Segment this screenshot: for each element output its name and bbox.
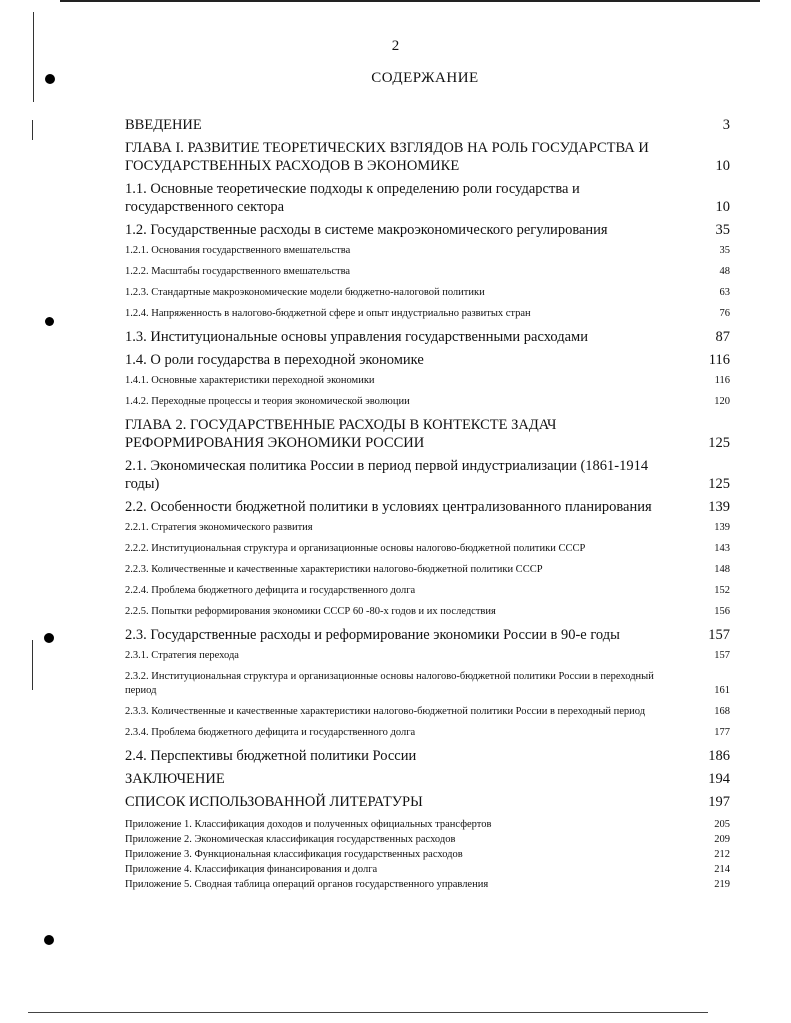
toc-entry-page: 63 [719,287,730,298]
toc-entry [125,457,730,493]
toc-entry-title: СПИСОК ИСПОЛЬЗОВАННОЙ ЛИТЕРАТУРЫ [125,794,423,810]
scan-top-edge [60,0,760,2]
toc-entry-title: Приложение 2. Экономическая классификация государственных расходов [125,834,456,845]
punch-hole-dot [45,317,54,326]
toc-entry [125,416,730,452]
toc-entry-title: 2.2.2. Институциональная структура и организационные основы налогово-бюджетной политики СССР [125,543,586,554]
toc-entry-title: 2.2.5. Попытки реформирования экономики СССР 60 -80-х годов и их последствия [125,606,496,617]
punch-hole-dot [44,935,54,945]
scan-margin-mark [32,640,33,690]
toc-entry [125,374,730,388]
toc-entry-page: 219 [714,879,730,890]
toc-entry [125,498,730,516]
toc-entry [125,726,730,740]
scan-bottom-edge [28,1012,708,1013]
toc-entry [125,521,730,535]
toc-entry-title: ВВЕДЕНИЕ [125,117,202,133]
toc-entry-page: 125 [708,476,730,492]
toc-entry [125,139,730,175]
toc-entry-title: ГЛАВА I. РАЗВИТИЕ ТЕОРЕТИЧЕСКИХ ВЗГЛЯДОВ НА РОЛЬ ГОСУДАРСТВА И ГОСУДАРСТВЕННЫХ РАСХОДОВ В ЭКОНОМИКЕ [125,140,649,174]
toc-entry-page: 194 [708,771,730,787]
toc-entry-title: 2.2.3. Количественные и качественные характеристики налогово-бюджетной политики СССР [125,564,543,575]
toc-entry [125,832,730,847]
toc-entry-title: ГЛАВА 2. ГОСУДАРСТВЕННЫЕ РАСХОДЫ В КОНТЕКСТЕ ЗАДАЧ РЕФОРМИРОВАНИЯ ЭКОНОМИКИ РОССИИ [125,417,557,451]
table-of-contents [125,116,730,892]
toc-entry [125,862,730,877]
toc-entry [125,286,730,300]
toc-entry-page: 35 [719,245,730,256]
toc-entry-title: 2.2.1. Стратегия экономического развития [125,522,313,533]
toc-entry-title: Приложение 4. Классификация финансирования и долга [125,864,378,875]
page-number: 2 [391,38,400,54]
toc-entry-page: 161 [714,685,730,696]
toc-entry-title: 1.2.4. Напряженность в налогово-бюджетной сфере и опыт индустриально развитых стран [125,308,531,319]
toc-entry-page: 214 [714,864,730,875]
toc-entry-page: 156 [714,606,730,617]
toc-entry-title: 1.2.3. Стандартные макроэкономические модели бюджетно-налоговой политики [125,287,485,298]
toc-entry-title: Приложение 5. Сводная таблица операций органов государственного управления [125,879,489,890]
toc-entry-page: 48 [719,266,730,277]
toc-entry [125,180,730,216]
toc-entry [125,747,730,765]
toc-entry-title: 1.2.2. Масштабы государственного вмешательства [125,266,351,277]
toc-entry-page: 139 [714,522,730,533]
toc-entry-page: 116 [708,352,730,368]
toc-entry [125,563,730,577]
toc-entry [125,244,730,258]
toc-entry-title: 1.4.1. Основные характеристики переходной экономики [125,375,375,386]
toc-entry-page: 186 [708,748,730,764]
toc-entry-title: 2.3.2. Институциональная структура и организационные основы налогово-бюджетной политики России в переходный период [125,671,654,696]
toc-entry-page: 3 [722,117,730,133]
toc-entry-title: 2.2. Особенности бюджетной политики в условиях централизованного планирования [125,499,652,515]
toc-entry [125,328,730,346]
toc-entry-title: ЗАКЛЮЧЕНИЕ [125,771,225,787]
toc-entry-page: 148 [714,564,730,575]
toc-entry-page: 205 [714,819,730,830]
toc-entry [125,817,730,832]
toc-entry-title: Приложение 3. Функциональная классификация государственных расходов [125,849,463,860]
toc-entry-page: 177 [714,727,730,738]
toc-entry-page: 168 [714,706,730,717]
toc-entry-page: 143 [714,543,730,554]
scan-margin-mark [32,120,33,140]
toc-entry-page: 157 [708,627,730,643]
toc-entry-title: 2.3.4. Проблема бюджетного дефицита и государственного долга [125,727,416,738]
toc-entry-page: 76 [719,308,730,319]
toc-entry [125,221,730,239]
toc-entry-page: 209 [714,834,730,845]
toc-entry [125,116,730,134]
toc-entry [125,395,730,409]
toc-entry-page: 197 [708,794,730,810]
toc-entry-title: 1.2.1. Основания государственного вмешательства [125,245,351,256]
toc-entry-title: 2.2.4. Проблема бюджетного дефицита и государственного долга [125,585,416,596]
toc-entry [125,649,730,663]
toc-entry-title: 2.4. Перспективы бюджетной политики России [125,748,417,764]
toc-entry [125,265,730,279]
toc-entry-page: 157 [714,650,730,661]
toc-entry [125,307,730,321]
toc-entry-page: 10 [715,199,730,215]
toc-entry [125,605,730,619]
toc-entry-page: 212 [714,849,730,860]
toc-entry [125,584,730,598]
toc-entry-title: 1.4.2. Переходные процессы и теория экономической эволюции [125,396,410,407]
toc-entry-title: 1.4. О роли государства в переходной экономике [125,352,424,368]
toc-entry [125,847,730,862]
toc-entry [125,542,730,556]
toc-entry-title: 2.1. Экономическая политика России в период первой индустриализации (1861-1914 годы) [125,458,649,492]
toc-entry-page: 125 [708,435,730,451]
toc-entry-page: 120 [714,396,730,407]
page-title: СОДЕРЖАНИЕ [371,70,479,86]
toc-entry-title: 1.1. Основные теоретические подходы к определению роли государства и государственного сектора [125,181,580,215]
toc-entry-page: 35 [715,222,730,238]
toc-entry [125,351,730,369]
toc-entry-title: 2.3.1. Стратегия перехода [125,650,239,661]
punch-hole-dot [44,633,54,643]
toc-entry [125,770,730,788]
toc-entry [125,705,730,719]
toc-entry [125,626,730,644]
toc-entry-page: 87 [715,329,730,345]
toc-entry-page: 152 [714,585,730,596]
toc-entry [125,793,730,811]
toc-entry-title: 1.2. Государственные расходы в системе макроэкономического регулирования [125,222,608,238]
toc-entry [125,877,730,892]
scan-margin-mark [33,12,34,102]
toc-entry-page: 116 [714,375,730,386]
toc-entry-title: 2.3.3. Количественные и качественные характеристики налогово-бюджетной политики России в переходный период [125,706,646,717]
toc-entry-title: 2.3. Государственные расходы и реформирование экономики России в 90-е годы [125,627,620,643]
toc-entry-page: 10 [715,158,730,174]
toc-entry-title: 1.3. Институциональные основы управления государственными расходами [125,329,588,345]
toc-entry [125,670,730,698]
toc-entry-page: 139 [708,499,730,515]
toc-entry-title: Приложение 1. Классификация доходов и полученных официальных трансфертов [125,819,492,830]
